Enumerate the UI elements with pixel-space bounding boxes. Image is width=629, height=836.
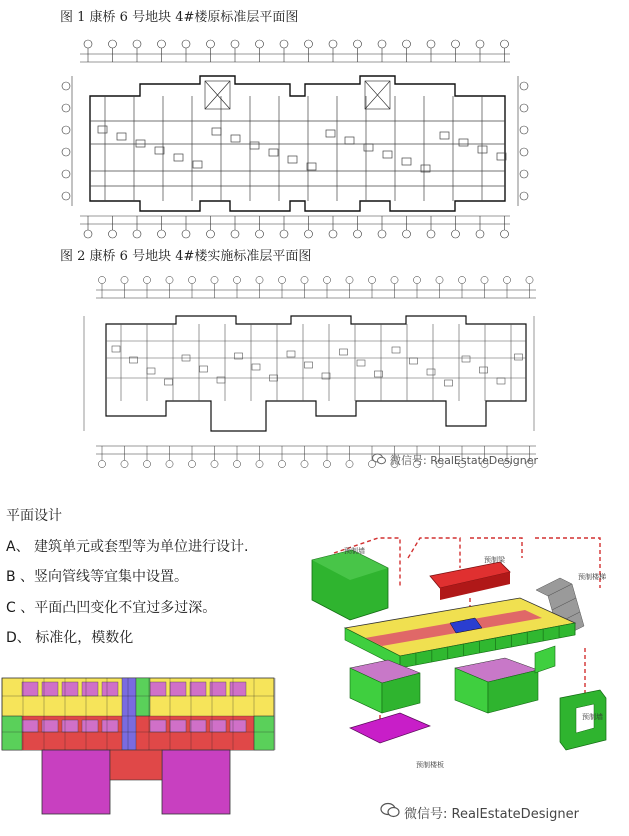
label-stair: 预制楼梯 [578,573,606,581]
figure1-floor-plan [60,26,530,244]
figure2-floor-plan [66,266,544,476]
prefab-room-box-right [455,658,538,713]
design-point-a: A、 建筑单元或套型等为单位进行设计. [6,539,249,555]
design-point-d: D、 标准化，模数化 [6,630,134,646]
prefab-room-box-left [350,660,420,717]
figure2-caption: 图 2 康桥 6 号地块 4#楼实施标准层平面图 [60,249,312,264]
wechat-icon [372,453,386,468]
design-title: 平面设计 [6,508,62,524]
design-point-b: B 、竖向管线等宜集中设置。 [6,569,189,585]
watermark-text: 微信号: RealEstateDesigner [390,454,539,467]
label-wall2: 预制墙 [582,713,603,721]
prefab-3d-model [310,528,628,768]
design-point-c: C 、平面凸凹变化不宜过多过深。 [6,600,217,616]
label-wall: 预制墙 [344,547,365,555]
wechat-icon [380,802,400,822]
label-slab: 预制楼板 [416,761,444,769]
watermark-top [372,452,538,468]
colored-floor-plan [0,676,276,816]
watermark-text: 微信号: RealEstateDesigner [404,806,579,822]
prefab-slab [350,713,430,743]
label-beam: 预制梁 [484,556,505,564]
watermark-bottom [380,802,579,822]
figure1-caption: 图 1 康桥 6 号地块 4#楼原标准层平面图 [60,10,299,25]
